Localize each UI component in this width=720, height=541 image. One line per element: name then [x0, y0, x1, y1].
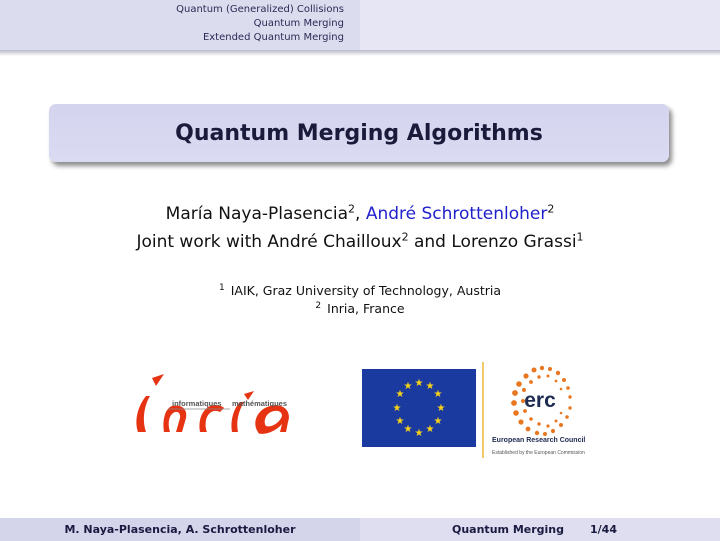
svg-text:★: ★ [395, 389, 405, 400]
svg-text:★: ★ [425, 424, 435, 435]
inria-logo [116, 372, 326, 442]
subsection-navigation [360, 0, 720, 50]
svg-text:★: ★ [403, 381, 413, 392]
logo-divider [482, 362, 484, 458]
author-naya-plasencia: María Naya-Plasencia [165, 204, 348, 224]
slide-footer [0, 518, 720, 541]
inria-word-right: mathématiques [232, 399, 288, 408]
erc-established-text: Established by the European Commission [492, 450, 585, 456]
footer-right-panel [360, 518, 720, 541]
eu-flag [362, 369, 476, 447]
svg-text:★: ★ [395, 416, 405, 427]
author-line-2 [0, 228, 720, 256]
svg-text:★: ★ [403, 424, 413, 435]
affiliation-1-marker: 1 [219, 282, 225, 293]
joint-work-prefix: Joint work with André Chailloux [136, 232, 402, 252]
svg-text:★: ★ [433, 389, 443, 400]
nav-section-merging[interactable]: Quantum Merging [253, 18, 344, 29]
joint-work-middle: and Lorenzo Grassi [413, 232, 577, 252]
author-separator: , [355, 204, 361, 224]
svg-text:★: ★ [425, 381, 435, 392]
author-schrottenloher: André Schrottenloher [365, 204, 548, 224]
section-list [176, 3, 344, 45]
erc-full-name: European Research Council [492, 437, 586, 444]
header-shadow [0, 50, 720, 56]
authors-block [0, 200, 720, 256]
svg-text:★: ★ [433, 416, 443, 427]
affiliation-2-marker: 2 [315, 300, 322, 311]
footer-authors: M. Naya-Plasencia, A. Schrottenloher [0, 518, 360, 541]
slide-header [0, 0, 720, 50]
svg-text:★: ★ [414, 378, 424, 389]
title-box [49, 104, 669, 162]
svg-text:★: ★ [414, 428, 424, 439]
svg-text:★: ★ [392, 403, 402, 414]
erc-acronym: erc [524, 389, 556, 412]
section-navigation [0, 0, 360, 50]
erc-logo [490, 360, 610, 460]
author-line-1 [0, 200, 720, 228]
affiliation-2 [0, 300, 720, 318]
chailloux-affiliation: 2 [401, 230, 409, 244]
nav-section-extended-merging[interactable]: Extended Quantum Merging [202, 32, 344, 43]
affiliations-block [0, 282, 720, 318]
author-schrottenloher-affiliation: 2 [547, 202, 555, 216]
grassi-affiliation: 1 [576, 230, 584, 244]
affiliation-1-text: IAIK, Graz University of Technology, Austria [230, 283, 501, 298]
nav-section-collisions[interactable]: Quantum (Generalized) Collisions [176, 4, 344, 15]
author-naya-plasencia-affiliation: 2 [348, 202, 355, 216]
inria-word-left: informatiques [172, 399, 222, 408]
footer-short-title: Quantum Merging [452, 523, 564, 536]
affiliation-1 [0, 282, 720, 300]
slide-title: Quantum Merging Algorithms [175, 120, 543, 146]
footer-page-number: 1/44 [590, 523, 617, 536]
affiliation-2-text: Inria, France [327, 301, 405, 316]
svg-text:★: ★ [436, 403, 446, 414]
